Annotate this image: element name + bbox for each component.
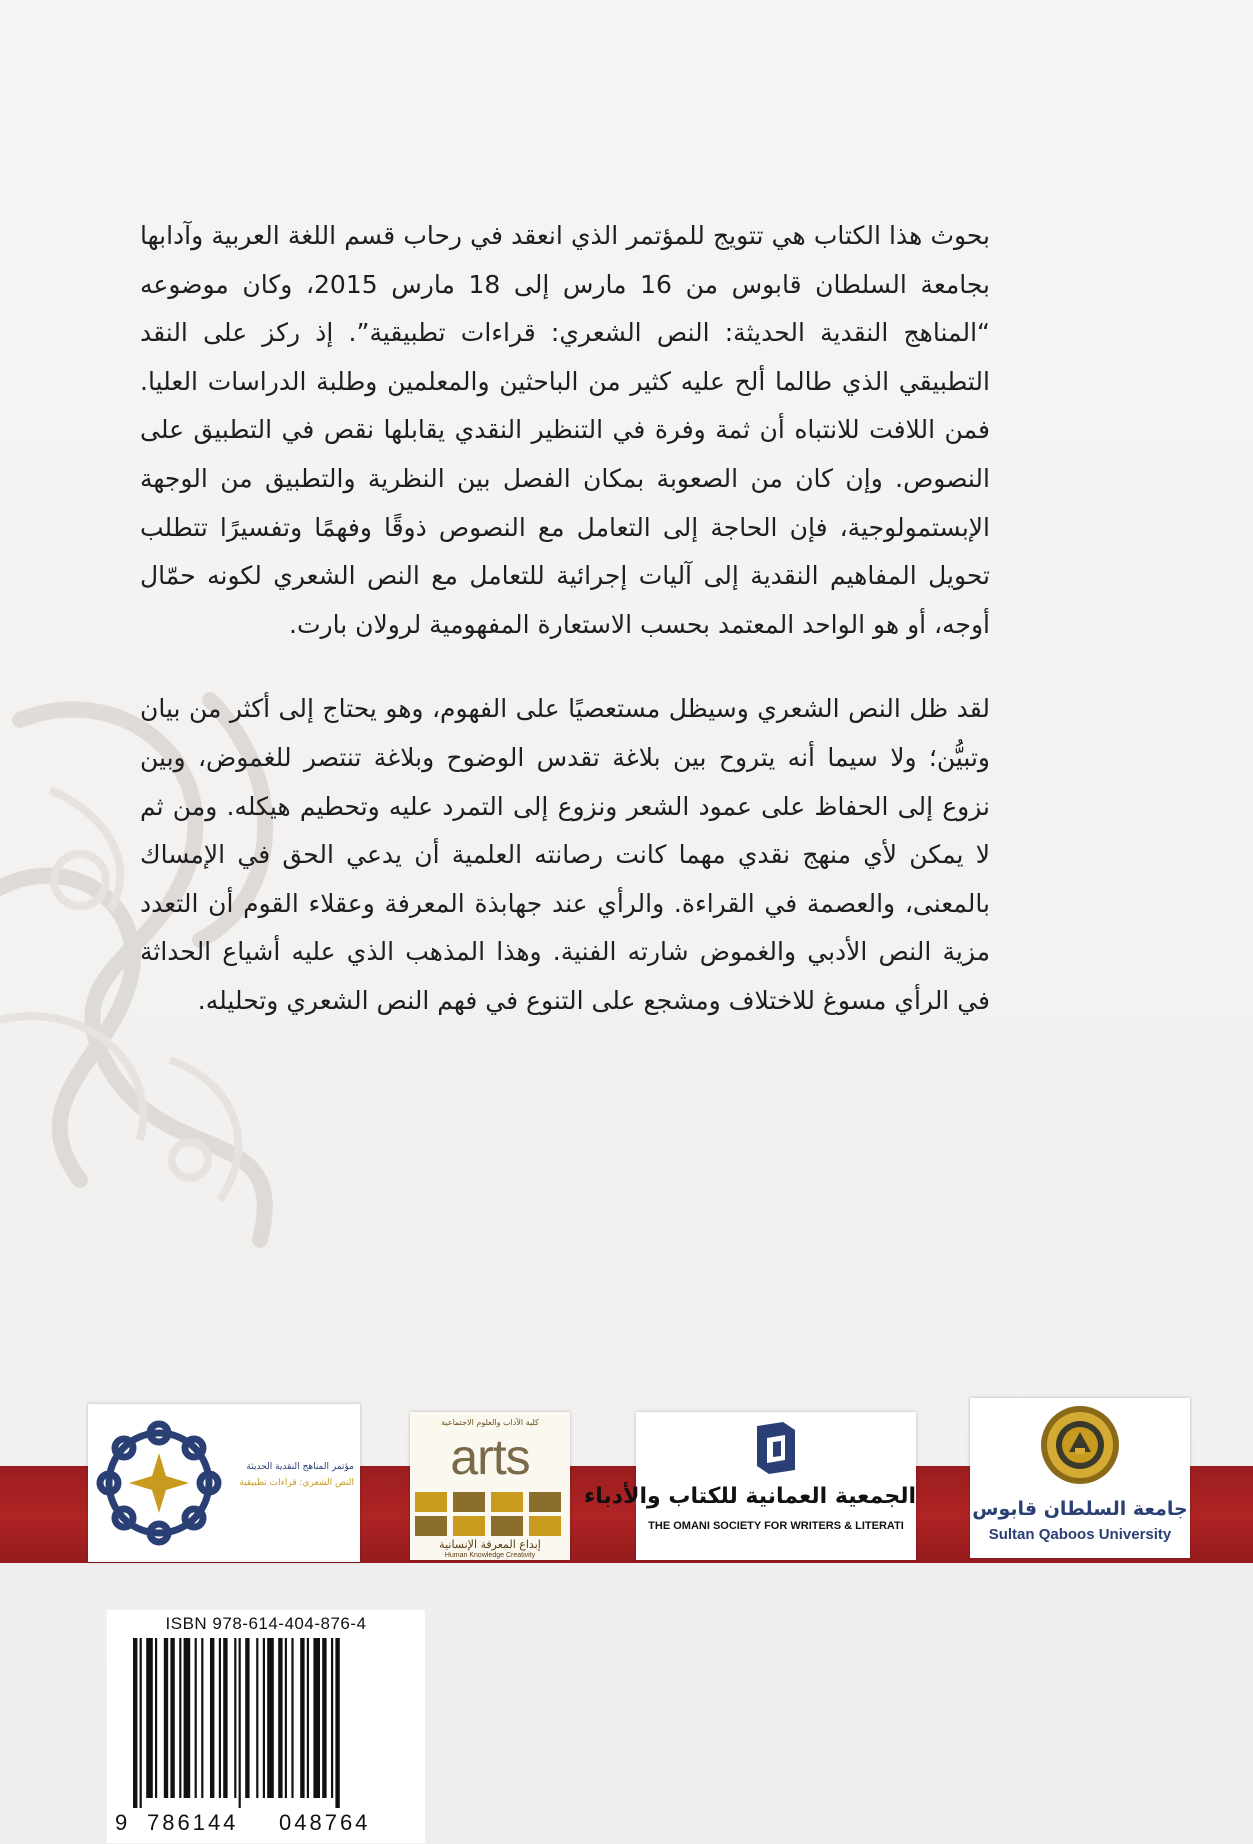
barcode-digits-group1: 786144	[147, 1810, 239, 1835]
isbn-barcode-box	[107, 1610, 425, 1843]
arts-slogan-english: Human Knowledge Creativity	[444, 1552, 536, 1559]
squ-emblem-icon	[1039, 1404, 1121, 1486]
barcode-digit-lead: 9	[115, 1810, 128, 1835]
blurb-text	[140, 212, 990, 1026]
society-book-icon	[753, 1420, 799, 1474]
society-logo-card	[584, 1412, 916, 1560]
institute-line-1: مؤتمر المناهج النقدية الحديثة	[246, 1462, 354, 1472]
barcode-icon	[133, 1638, 405, 1808]
institute-emblem-icon	[94, 1418, 224, 1548]
institute-logo-card	[88, 1404, 360, 1562]
squ-name-english: Sultan Qaboos University	[988, 1526, 1172, 1543]
arts-squares-icon	[415, 1492, 565, 1536]
squ-logo-card	[970, 1398, 1190, 1558]
arts-logo-card	[410, 1412, 570, 1560]
arts-wordmark: arts	[450, 1429, 530, 1485]
blurb-paragraph-1: بحوث هذا الكتاب هي تتويج للمؤتمر الذي انعقد في رحاب قسم اللغة العربية وآدابها بجامعة السلطان قابوس من 16 مارس إلى 18 مارس 2015، وكان موضوعه “المناهج النقدية الحديثة: النص الشعري: قراءات تطبيقية”. إذ ركز على النقد التطبيقي الذي طالما ألح عليه كثير من الباحثين والمعلمين وطلبة الدراسات العليا. فمن اللافت للانتباه أن ثمة وفرة في التنظير النقدي يقابلها نقص في التطبيق على النصوص. وإن كان من الصعوبة بمكان الفصل بين النظرية والتطبيق من الوجهة الإبستمولوجية، فإن الحاجة إلى التعامل مع النصوص ذوقًا وفهمًا وتفسيرًا تتطلب تحويل المفاهيم النقدية إلى آليات إجرائية للتعامل مع النص الشعري لكونه حمّال أوجه، أو هو الواحد المعتمد بحسب الاستعارة المفهومية لرولان بارت.	[140, 221, 990, 639]
isbn-label: ISBN 978-614-404-876-4	[165, 1614, 367, 1633]
institute-line-2: النص الشعري: قراءات تطبيقية	[239, 1478, 354, 1488]
society-name-english: THE OMANI SOCIETY FOR WRITERS & LITERATI	[648, 1520, 904, 1532]
squ-name-arabic: جامعة السلطان قابوس	[972, 1498, 1188, 1520]
arts-college-name: كلية الآداب والعلوم الاجتماعية	[441, 1418, 539, 1427]
barcode-digits-group2: 048764	[279, 1810, 371, 1835]
society-name-arabic: الجمعية العمانية للكتاب والأدباء	[584, 1484, 916, 1509]
arts-slogan-arabic: إبداع المعرفة الإنسانية	[439, 1538, 541, 1551]
blurb-paragraph-2: لقد ظل النص الشعري وسيظل مستعصيًا على الفهوم، وهو يحتاج إلى أكثر من بيان وتبيُّن؛ ولا سيما أنه يتروح بين بلاغة تقدس الوضوح وبلاغة تنتصر للغموض، وبين نزوع إلى الحفاظ على عمود الشعر ونزوع إلى التمرد عليه وتحطيم هيكله. ومن ثم لا يمكن لأي منهج نقدي مهما كانت رصانته العلمية أن يدعي الحق في الإمساك بالمعنى، والعصمة في القراءة. والرأي عند جهابذة المعرفة وعقلاء القوم أن التعدد مزية النص الأدبي والغموض شارته الفنية. وهذا المذهب الذي عليه أشياع الحداثة في الرأي مسوغ للاختلاف ومشجع على التنوع في فهم النص الشعري وتحليله.	[140, 694, 990, 1015]
